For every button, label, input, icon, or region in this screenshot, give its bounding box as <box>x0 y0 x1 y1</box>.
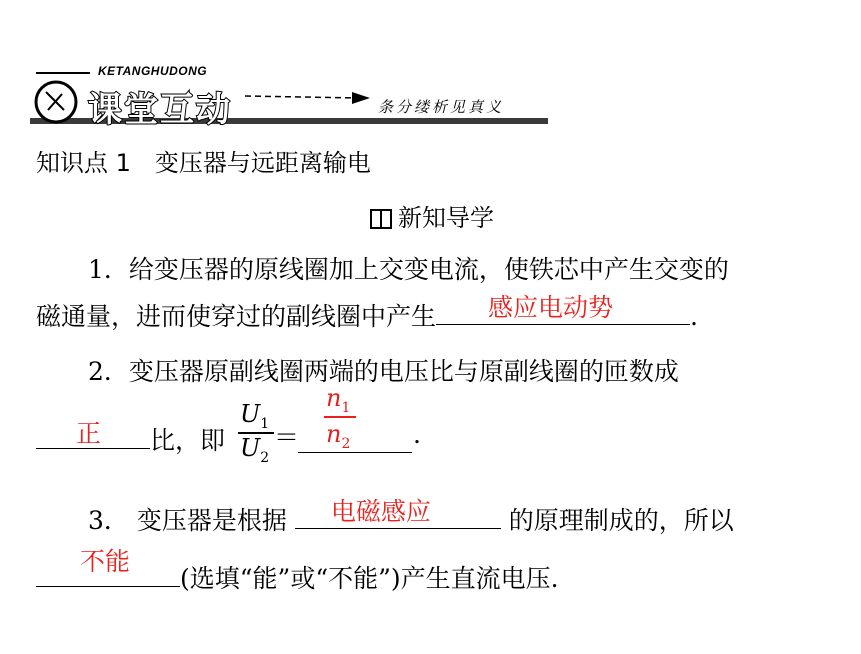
book-icon <box>370 209 392 229</box>
q2-blank2 <box>298 452 412 453</box>
q1-answer: 感应电动势 <box>488 293 614 322</box>
q1-blank <box>436 293 690 325</box>
q2-line2 <box>36 420 225 457</box>
q2-mid: 比，即 <box>150 426 226 455</box>
subheading <box>370 198 494 233</box>
banner-rule <box>36 72 90 74</box>
q1-line2 <box>36 293 698 333</box>
q3-line2-text: (选填“能”或“不能”)产生直流电压. <box>180 564 559 593</box>
q2-blank <box>36 420 150 449</box>
subheading-text: 新知导学 <box>398 204 494 232</box>
u2: $U_2$ <box>240 434 270 466</box>
q1-line1: 1．给变压器的原线圈加上交变电流，使铁芯中产生交变的 <box>88 255 729 284</box>
n1: $n_1$ <box>326 384 351 416</box>
q3-blank2 <box>36 547 180 587</box>
q3-line1 <box>88 497 734 537</box>
q2-answer: 正 <box>76 419 102 448</box>
q3-blank <box>295 497 501 529</box>
q1-text: 磁通量，进而使穿过的副线圈中产生 <box>36 302 437 331</box>
section-heading: 知识点 1 变压器与远距离输电 <box>36 149 371 177</box>
q2-end: . <box>413 420 421 449</box>
banner-title: 课堂互动 <box>88 90 232 130</box>
equals: ＝ <box>274 423 300 452</box>
q1-end: . <box>690 302 698 331</box>
fraction-bar-n <box>324 416 356 418</box>
q3-line2 <box>36 547 559 595</box>
q3-answer2: 不能 <box>80 547 131 576</box>
q3-post: 的原理制成的，所以 <box>508 506 734 535</box>
banner-subtitle: 条分缕析见真义 <box>378 98 505 116</box>
q3-answer: 电磁感应 <box>330 497 431 526</box>
banner-english: KETANGHUDONG <box>98 64 208 78</box>
u1: $U_1$ <box>240 400 270 432</box>
q2-line1: 2．变压器原副线圈两端的电压比与原副线圈的匝数成 <box>88 357 679 386</box>
n2: $n_2$ <box>326 420 351 452</box>
q3-pre: 3． 变压器是根据 <box>88 506 287 535</box>
